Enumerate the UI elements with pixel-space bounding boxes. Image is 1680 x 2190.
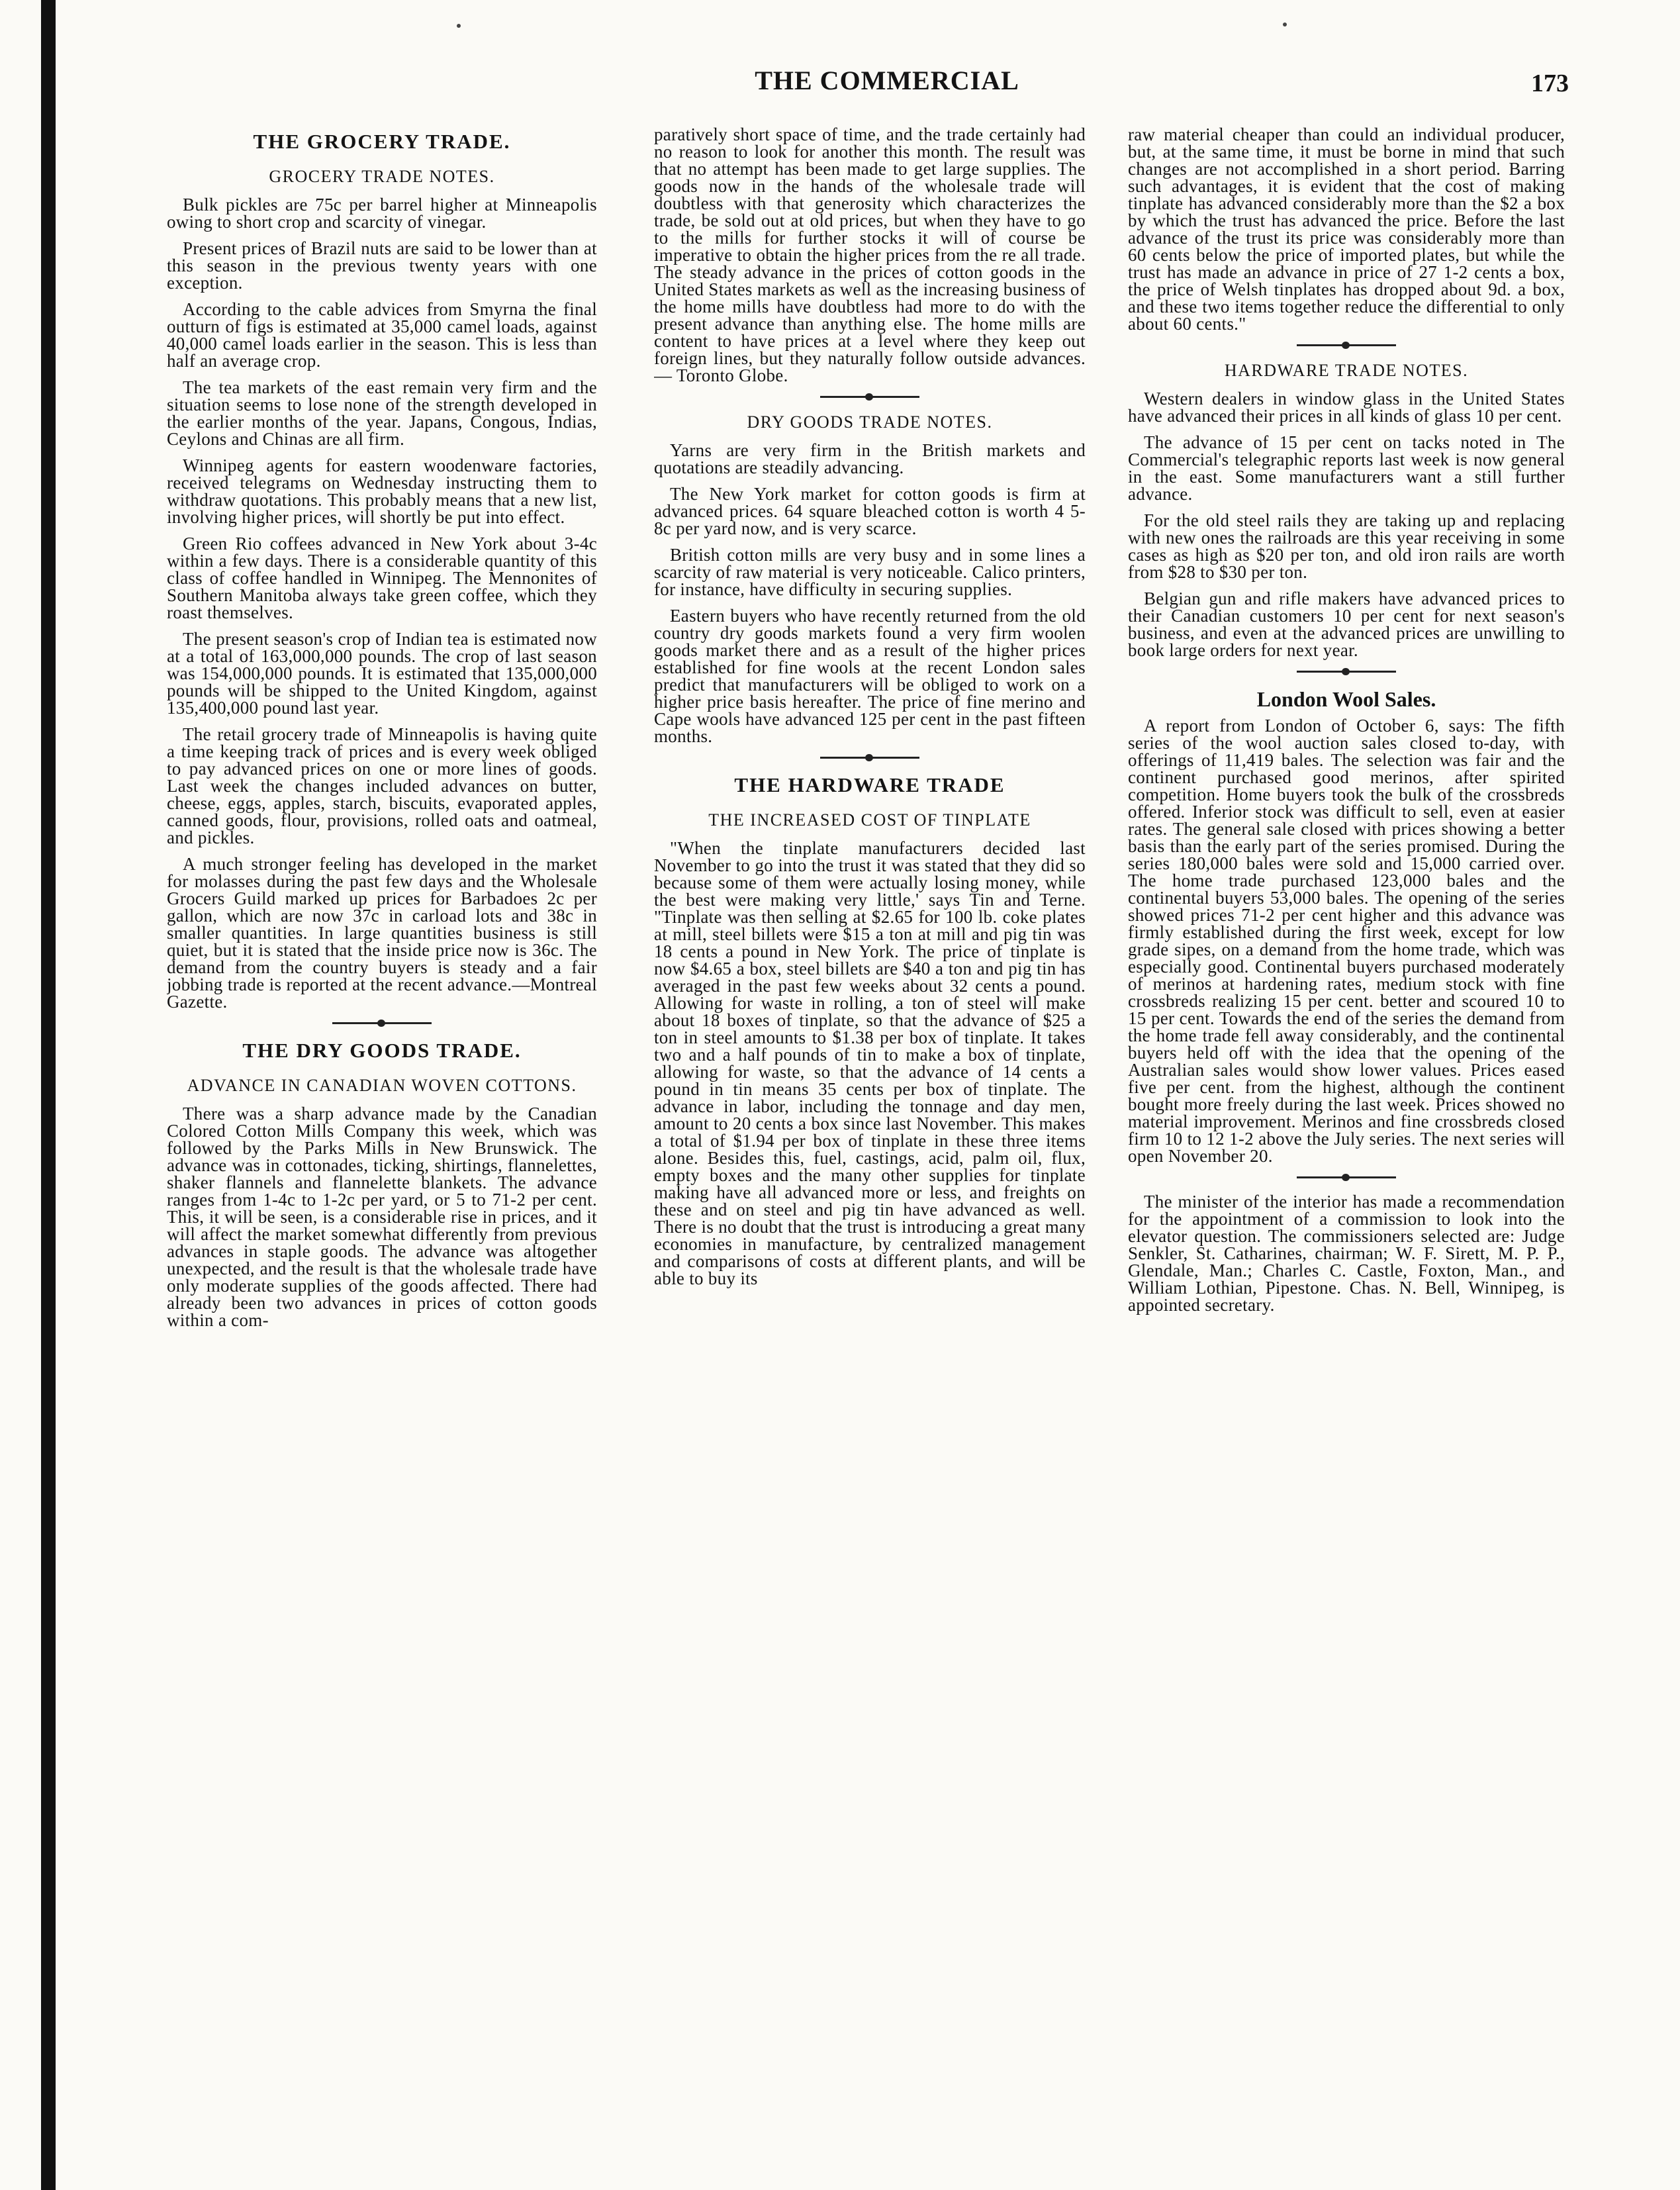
grocery-paragraph: The retail grocery trade of Minneapolis is having quite a time keeping track of prices and is every week obliged to pay advanced prices on one or more lines of goods. Last week the changes included advances on butter, cheese, eggs, apples, starch, biscuits, evaporated apples, canned goods, flour, provisions, rolled oats and oatmeal, and pickles. [167,724,597,847]
print-speck [457,24,461,28]
dry-goods-paragraph: The New York market for cotton goods is firm at advanced prices. 64 square bleached cotton is worth 4 5-8c per yard now, and is very scarce. [654,484,1086,538]
subheading-hardware-notes: HARDWARE TRADE NOTES. [1224,361,1469,380]
page-edge-shadow [41,0,56,2190]
subheading-grocery-notes: GROCERY TRADE NOTES. [269,167,495,186]
grocery-paragraph: Winnipeg agents for eastern woodenware factories, received telegrams on Wednesday instructing them to withdraw quotations. This probably means that a new list, involving higher prices, will shortly be put into effect. [167,455,597,527]
subheading-dry-goods-notes: DRY GOODS TRADE NOTES. [747,412,993,432]
grocery-paragraph: The tea markets of the east remain very firm and the situation seems to lose none of the strength developed in the earlier months of the year. Japans, Congous, Indias, Ceylons and Chinas are all firm. [167,377,597,449]
section-divider [1297,1176,1396,1178]
section-divider [1297,671,1396,673]
column-2 [654,126,1086,2158]
subheading-tinplate: THE INCREASED COST OF TINPLATE [708,810,1031,830]
column-1 [167,126,597,2138]
page-number: 173 [1531,70,1569,97]
grocery-paragraph: According to the cable advices from Smyrna the final outturn of figs is estimated at 35,000 camel loads, against 40,000 camel loads earlier in the season. This is less than half an average crop. [167,299,597,371]
article-paragraph: A report from London of October 6, says: The fifth series of the wool auction sales closed to-day, with offerings of 11,419 bales. The selection was fair and the continent purchased good merinos, after spirited competition. Home buyers took the bulk of the crossbreds offered. Inferior stock was difficult to sell, even at easier rates. The general sale closed with prices showing a better basis than the early part of the series promised. During the series 180,000 bales were sold and 15,000 carried over. The home trade purchased 123,000 bales and the continental buyers 53,000 bales. The opening of the series showed prices 71-2 per cent higher and this advance was firmly established during the first week, except for low grade sipes, on a demand from the home trade, which was especially good. Continental buyers purchased moderately of merinos at hardening rates, medium stock with fine crossbreds realizing 15 per cent. better and scoured 10 to 15 per cent. Towards the end of the series the demand from the home trade fell away considerably, and the continental buyers held off with the idea that the opening of the Australian sales would show lower values. Prices eased five per cent. from the highest, although the continent bought more freely during the last week. Prices showed no material improvement. Merinos and fine crossbreds closed firm 10 to 12 1-2 above the July series. The next series will open November 20. [1128,716,1565,1166]
dry-goods-paragraph: Yarns are very firm in the British markets and quotations are steadily advancing. [654,440,1086,477]
hardware-paragraph: Belgian gun and rifle makers have advanced prices to their Canadian customers 10 per cent for next season's business, and even at the advanced prices are unwilling to book large orders for next year. [1128,589,1565,660]
dry-goods-paragraph: British cotton mills are very busy and in some lines a scarcity of raw material is very noticeable. Calico printers, for instance, have difficulty in securing supplies. [654,545,1086,599]
section-divider [1297,344,1396,346]
running-header-title: THE COMMERCIAL [755,66,1019,95]
section-divider [820,757,919,759]
grocery-paragraph: Bulk pickles are 75c per barrel higher at Minneapolis owing to short crop and scarcity of vinegar. [167,195,597,232]
article-paragraph: The minister of the interior has made a recommendation for the appointment of a commission to look into the elevator question. The commissioners selected are: Judge Senkler, St. Catharines, chairman; W. F. Sirett, M. P. P., Glendale, Man.; Charles C. Castle, Foxton, Man., and William Lothian, Pipestone. Chas. N. Bell, Winnipeg, is appointed secretary. [1128,1192,1565,1315]
article-continuation: paratively short space of time, and the trade certainly had no reason to look for another this month. The result was that no attempt has been made to get large supplies. The goods now in the hands of the wholesale trade will doubtless with that generosity which characterizes the trade, be sold out at old prices, but when they have to go to the mills for further stocks it will of course be imperative to obtain the higher prices from the re all trade. The steady advance in the prices of cotton goods in the United States markets as well as the increasing business of the home mills have doubtless had more to do with the present advance than anything else. The home mills are content to have prices at a level where they keep out foreign lines, but they naturally follow outside advances. — Toronto Globe. [654,126,1086,385]
hardware-paragraph: The advance of 15 per cent on tacks noted in The Commercial's telegraphic reports last week is now general in the east. Some manufacturers want a still further advance. [1128,432,1565,504]
article-paragraph: "When the tinplate manufacturers decided last November to go into the trust it was stated that they did so because some of them were actually losing money, while the best were making very little,' says Tin and Terne. "Tinplate was then selling at $2.65 for 100 lb. coke plates at mill, steel billets were $15 a ton at mill and pig tin was 18 cents a pound in New York. The price of tinplate is now $4.65 a box, steel billets are $40 a ton and pig tin has averaged in the past few weeks about 32 cents a pound. Allowing for waste in rolling, a ton of steel will make about 18 boxes of tinplate, so that the advance of $25 a ton in steel amounts to $1.38 per box of tinplate. It takes two and a half pounds of tin to make a box of tinplate, allowing for waste, so that the advance of 14 cents a pound in tin means 35 cents per box of tinplate. The advance in labor, including the tonnage and day men, amount to 20 cents a box since last November. This makes a total of $1.94 per box of tinplate in these three items alone. Besides this, fuel, castings, acid, palm oil, flux, empty boxes and the many other supplies for tinplate making have all advanced more or less, and freights on these and on steel and pig tin have advanced as well. There is no doubt that the trust is introducing a great many economies in manufacture, by centralized management and comparisons of costs at different plants, and will be able to buy its [654,838,1086,1288]
article-continuation: raw material cheaper than could an individual producer, but, at the same time, it must be borne in mind that such changes are not accomplished in a short period. Barring such advantages, it is evident that the cost of making tinplate has advanced considerably more than the $2 a box by which the trust has advanced the price. Before the last advance of the trust its price was considerably more than 60 cents below the price of imported plates, but while the trust has made an advance in price of 27 1-2 cents a box, the price of Welsh tinplates has dropped about 9d. a box, and these two items together reduce the differential to only about 60 cents." [1128,126,1565,334]
print-speck [1283,23,1287,26]
dry-goods-paragraph: Eastern buyers who have recently returned from the old country dry goods markets found a very firm woolen goods market there and as a result of the higher prices established for fine wools at the recent London sales predict that manufacturers will be obliged to work on a higher price basis hereafter. The price of fine merino and Cape wools have advanced 125 per cent in the past fifteen months. [654,606,1086,746]
grocery-paragraph: A much stronger feeling has developed in the market for molasses during the past few days and the Wholesale Grocers Guild marked up prices for Barbadoes 2c per gallon, which are now 37c in carload lots and 38c in smaller quantities. In large quantities business is still quiet, but it is stated that the inside price now is 36c. The demand from the country buyers is steady and a fair jobbing trade is reported at the recent advance.—Montreal Gazette. [167,854,597,1012]
grocery-paragraph: The present season's crop of Indian tea is estimated now at a total of 163,000,000 pounds. The crop of last season was 154,000,000 pounds. It is estimated that 135,000,000 pounds will be shipped to the United Kingdom, against 135,400,000 pound last year. [167,629,597,718]
section-heading-dry-goods: THE DRY GOODS TRADE. [242,1039,522,1062]
subheading-advance-cottons: ADVANCE IN CANADIAN WOVEN COTTONS. [187,1076,577,1095]
article-paragraph: There was a sharp advance made by the Canadian Colored Cotton Mills Company this week, which was followed by the Parks Mills in New Brunswick. The advance was in cottonades, ticking, shirtings, flannelettes, shaker flannels and flannelette blankets. The advance ranges from 1-4c to 1-2c per yard, or 5 to 71-2 per cent. This, it will be seen, is a considerable rise in prices, and it will affect the market somewhat differently from previous advances in staple goods. The advance was altogether unexpected, and the result is that the wholesale trade have only moderate supplies of the goods affected. There had already been two advances in prices of cotton goods within a com- [167,1104,597,1330]
section-divider [820,396,919,398]
hardware-paragraph: For the old steel rails they are taking up and replacing with new ones the railroads are this year receiving in some cases as high as $20 per ton, and old iron rails are worth from $28 to $30 per ton. [1128,510,1565,582]
section-divider [332,1022,432,1024]
grocery-paragraph: Green Rio coffees advanced in New York about 3-4c within a few days. There is a considerable quantity of this class of coffee handled in Winnipeg. The Mennonites of Southern Manitoba always take green coffee, which they roast themselves. [167,534,597,622]
section-heading-hardware: THE HARDWARE TRADE [734,773,1005,796]
column-3 [1128,126,1565,2138]
grocery-paragraph: Present prices of Brazil nuts are said to be lower than at this season in the previous twenty years with one exception. [167,238,597,293]
section-heading-grocery: THE GROCERY TRADE. [253,130,511,153]
heading-london-wool-sales: London Wool Sales. [1256,687,1436,711]
hardware-paragraph: Western dealers in window glass in the United States have advanced their prices in all kinds of glass 10 per cent. [1128,389,1565,426]
